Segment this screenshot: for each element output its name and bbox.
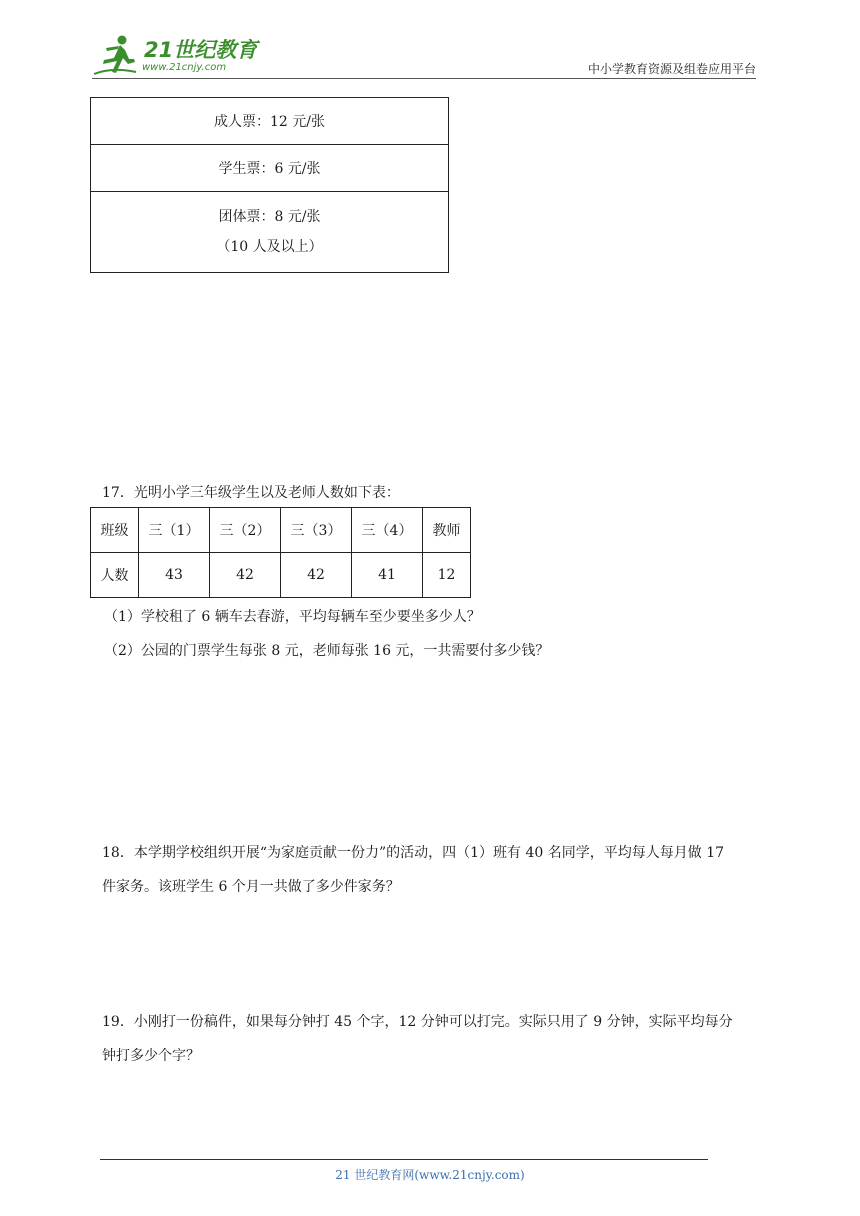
site-logo	[92, 34, 262, 78]
table-header-cell: 三（1）	[139, 508, 210, 553]
question-19-line-2: 钟打多少个字？	[102, 1048, 200, 1064]
table-row	[91, 553, 471, 598]
table-cell: 41	[352, 553, 423, 598]
table-cell: 42	[210, 553, 281, 598]
question-18-line-2: 件家务。该班学生 6 个月一共做了多少件家务？	[102, 879, 400, 895]
page-header	[0, 0, 860, 90]
footer-link[interactable]: 21 世纪教育网(www.21cnjy.com)	[335, 1168, 525, 1182]
runner-logo-icon	[92, 34, 142, 78]
logo-title: 21世纪教育	[144, 38, 258, 62]
group-price-note: （10 人及以上）	[216, 239, 323, 255]
table-row	[91, 508, 471, 553]
table-row	[91, 192, 449, 273]
question-17-part-1: （1）学校租了 6 辆车去春游，平均每辆车至少要坐多少人？	[104, 609, 481, 625]
group-price-cell	[91, 192, 449, 273]
logo-url: www.21cnjy.com	[142, 62, 227, 73]
table-row	[91, 145, 449, 192]
table-cell: 43	[139, 553, 210, 598]
question-17-part-2: （2）公园的门票学生每张 8 元，老师每张 16 元，一共需要付多少钱？	[104, 643, 550, 659]
platform-title: 中小学教育资源及组卷应用平台	[587, 62, 756, 76]
table-cell: 42	[281, 553, 352, 598]
header-divider	[92, 78, 756, 79]
adult-price-cell: 成人票：12 元/张	[91, 98, 449, 145]
group-price-text: 团体票：8 元/张	[218, 209, 321, 225]
table-header-cell: 班级	[91, 508, 139, 553]
class-count-table	[90, 507, 471, 598]
question-17-title: 17．光明小学三年级学生以及老师人数如下表：	[102, 485, 400, 501]
question-18	[102, 836, 762, 904]
table-row	[91, 98, 449, 145]
table-header-cell: 三（3）	[281, 508, 352, 553]
table-cell: 12	[423, 553, 471, 598]
question-19	[102, 1005, 762, 1073]
question-18-line-1: 18．本学期学校组织开展“为家庭贡献一份力”的活动，四（1）班有 40 名同学，平均每人每月做 17	[102, 845, 725, 861]
table-header-cell: 三（2）	[210, 508, 281, 553]
question-19-line-1: 19．小刚打一份稿件，如果每分钟打 45 个字，12 分钟可以打完。实际只用了 9 分钟，实际平均每分	[102, 1014, 733, 1030]
table-header-cell: 教师	[423, 508, 471, 553]
table-header-cell: 三（4）	[352, 508, 423, 553]
footer-divider	[100, 1159, 708, 1160]
table-cell: 人数	[91, 553, 139, 598]
ticket-price-table	[90, 97, 449, 273]
student-price-cell: 学生票：6 元/张	[91, 145, 449, 192]
